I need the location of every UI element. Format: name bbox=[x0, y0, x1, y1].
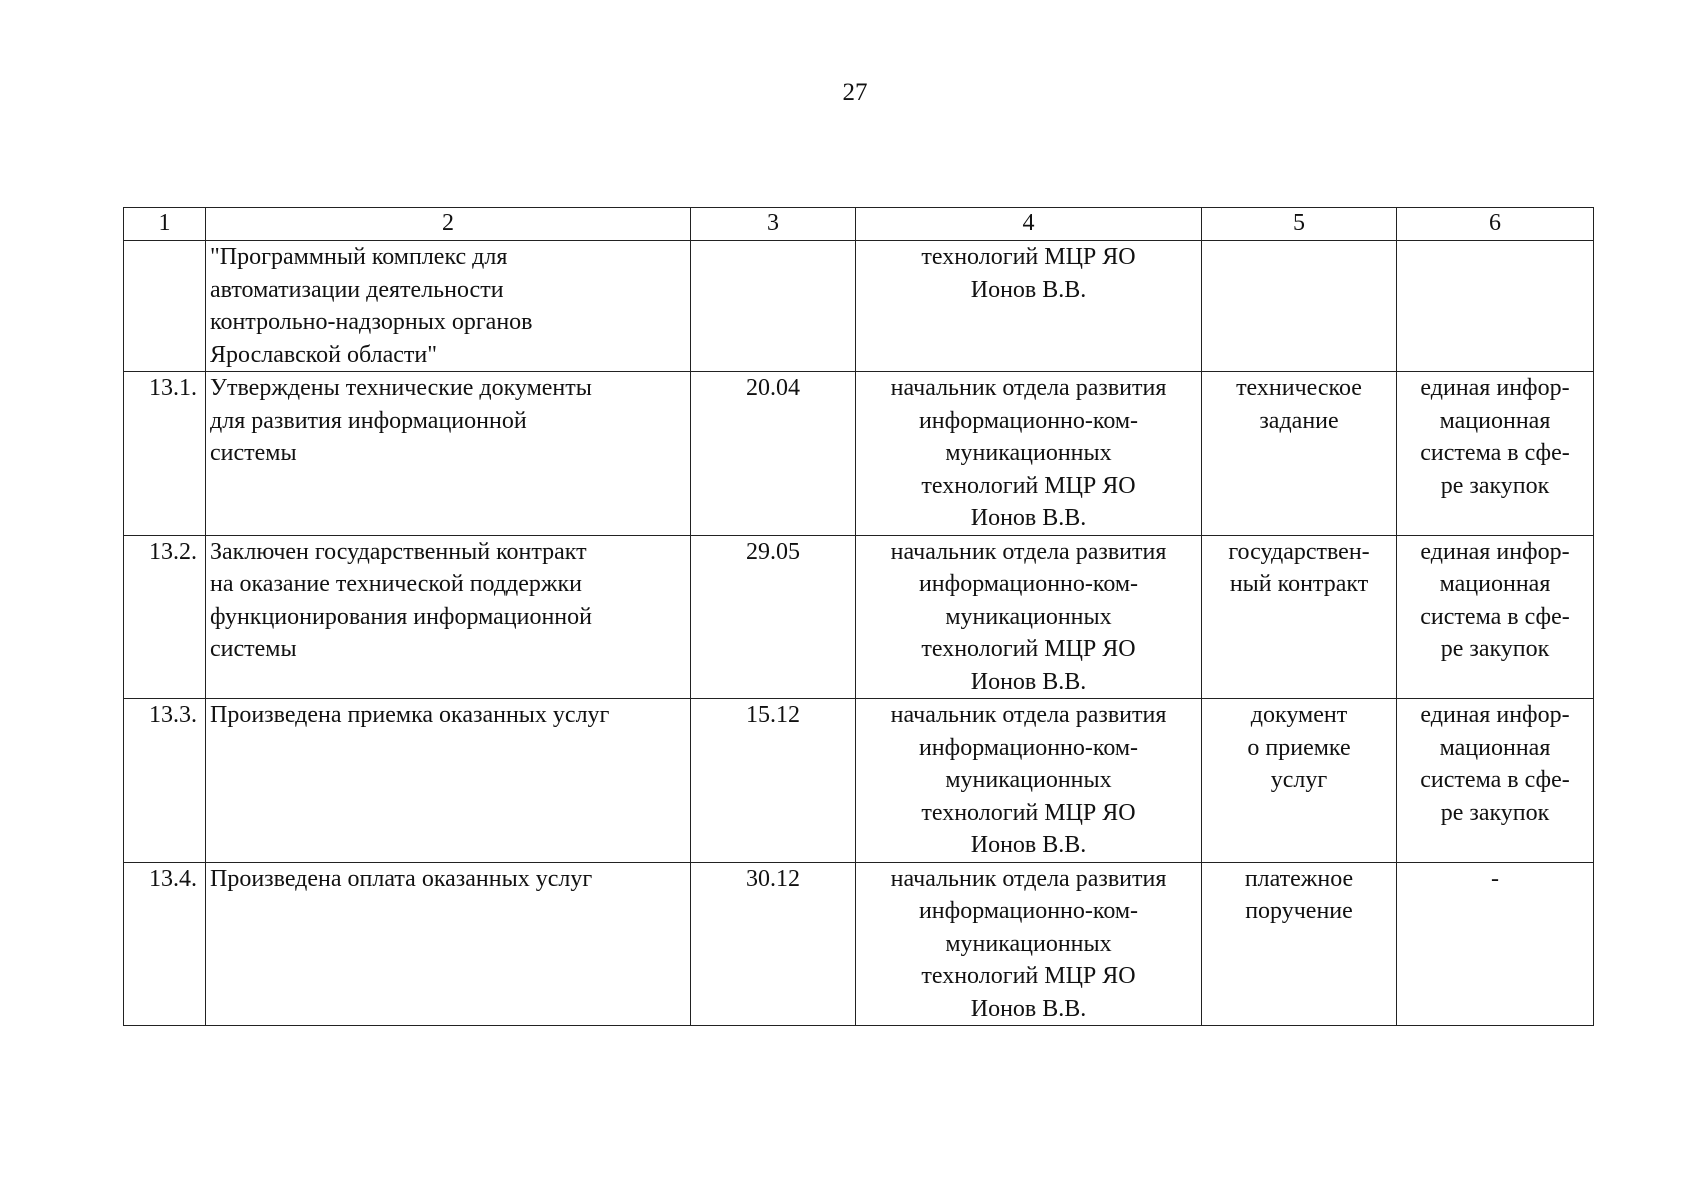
column-number: 3 bbox=[691, 208, 856, 241]
document-cell: платежное поручение bbox=[1202, 862, 1397, 1026]
column-number-row bbox=[124, 208, 1594, 241]
responsible-cell: начальник отдела развития информационно-ком- муникационных технологий МЦР ЯО Ионов В.В. bbox=[856, 862, 1202, 1026]
system-cell bbox=[1397, 241, 1594, 372]
document-cell: документ о приемке услуг bbox=[1202, 699, 1397, 863]
event-cell: Произведена оплата оказанных услуг bbox=[206, 862, 691, 1026]
table-row bbox=[124, 372, 1594, 536]
responsible-cell: начальник отдела развития информационно-ком- муникационных технологий МЦР ЯО Ионов В.В. bbox=[856, 535, 1202, 699]
row-number: 13.3. bbox=[124, 699, 206, 863]
table-row bbox=[124, 699, 1594, 863]
document-cell bbox=[1202, 241, 1397, 372]
event-cell: Произведена приемка оказанных услуг bbox=[206, 699, 691, 863]
row-number: 13.4. bbox=[124, 862, 206, 1026]
system-cell: единая инфор- мационная система в сфе- ре закупок bbox=[1397, 699, 1594, 863]
column-number: 1 bbox=[124, 208, 206, 241]
event-cell: Заключен государственный контракт на оказание технической поддержки функционирования информационной системы bbox=[206, 535, 691, 699]
system-cell: - bbox=[1397, 862, 1594, 1026]
date-cell bbox=[691, 241, 856, 372]
column-number: 5 bbox=[1202, 208, 1397, 241]
table-row bbox=[124, 862, 1594, 1026]
date-cell: 30.12 bbox=[691, 862, 856, 1026]
system-cell: единая инфор- мационная система в сфе- ре закупок bbox=[1397, 535, 1594, 699]
system-cell: единая инфор- мационная система в сфе- ре закупок bbox=[1397, 372, 1594, 536]
document-cell: государствен- ный контракт bbox=[1202, 535, 1397, 699]
column-number: 2 bbox=[206, 208, 691, 241]
row-number bbox=[124, 241, 206, 372]
document-cell: техническое задание bbox=[1202, 372, 1397, 536]
plan-table bbox=[123, 207, 1594, 1026]
row-number: 13.1. bbox=[124, 372, 206, 536]
table-row bbox=[124, 241, 1594, 372]
event-cell: "Программный комплекс для автоматизации деятельности контрольно-надзорных органов Ярославской области" bbox=[206, 241, 691, 372]
date-cell: 15.12 bbox=[691, 699, 856, 863]
responsible-cell: технологий МЦР ЯО Ионов В.В. bbox=[856, 241, 1202, 372]
page-number: 27 bbox=[842, 79, 868, 106]
responsible-cell: начальник отдела развития информационно-ком- муникационных технологий МЦР ЯО Ионов В.В. bbox=[856, 372, 1202, 536]
date-cell: 20.04 bbox=[691, 372, 856, 536]
date-cell: 29.05 bbox=[691, 535, 856, 699]
row-number: 13.2. bbox=[124, 535, 206, 699]
table-row bbox=[124, 535, 1594, 699]
column-number: 6 bbox=[1397, 208, 1594, 241]
column-number: 4 bbox=[856, 208, 1202, 241]
event-cell: Утверждены технические документы для развития информационной системы bbox=[206, 372, 691, 536]
responsible-cell: начальник отдела развития информационно-ком- муникационных технологий МЦР ЯО Ионов В.В. bbox=[856, 699, 1202, 863]
